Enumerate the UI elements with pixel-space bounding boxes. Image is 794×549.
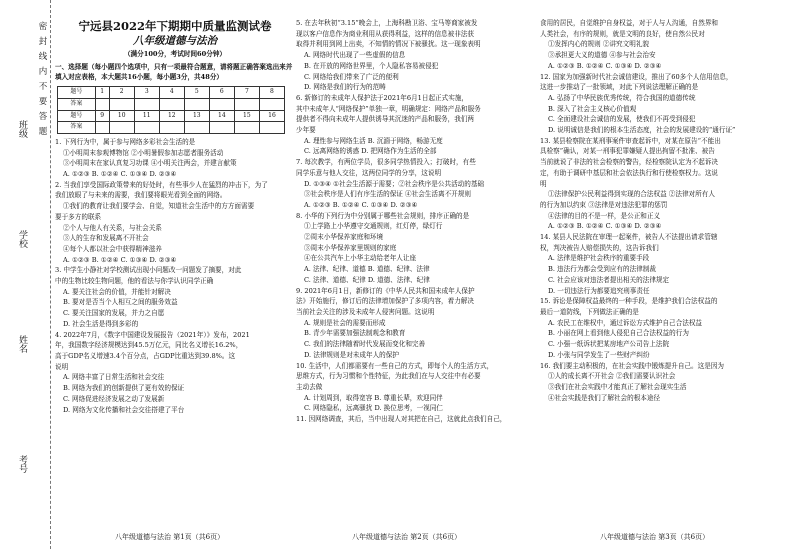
option-line: D. ①③④ ①社会生活源于需要；②社会秩序是公共活动的基础 (304, 179, 485, 188)
answer-table-cell: 3 (134, 87, 159, 99)
question-line: 少年要 (296, 126, 316, 135)
exam-subtitle: 八年级道德与法治 (133, 35, 217, 47)
answer-table-cell: 4 (159, 87, 184, 99)
option-line: ①法律保护公民利益得到实现的合法权益 ②法律对所有人 (548, 190, 715, 199)
option-line: A. 计划周到，取得宽容 B. 尊重长辈，欢迎同伴 (304, 393, 443, 402)
option-line: ③我们在社会实践中才能真正了解社会现实生活 (548, 382, 687, 391)
question-line: 的行为加以约束 ③法律是对违法犯罪的惩罚 (540, 200, 668, 209)
option-line: C. 我们的法律随着时代发展而变化和完善 (304, 340, 426, 349)
question-line: 说明 (55, 362, 69, 371)
seal-char: 密 (38, 22, 48, 32)
answer-table-cell (184, 122, 209, 134)
binding-margin (0, 0, 51, 549)
option-line: ①人的成长离不开社会 ②我们需要认识社会 (548, 372, 676, 381)
question-line: 当前就说了非法的社会检察的警告，经检察院认定为不起诉决 (540, 158, 719, 167)
question-line: 10. 生活中，人们都需要有一些自己的方式，即每个人的生活方式， (296, 361, 494, 370)
exam-note: （满分100分，考试时间60分钟） (123, 50, 227, 58)
question-line: 人类社会，有序的规则，就是文明的良好，使自然公民对 (540, 29, 705, 38)
answer-table-cell: 14 (209, 110, 234, 122)
section-heading: 一、选择题（每小题四个选项中，只有一项最符合题意，请将题正确答案选出来并填入对应表格，本大题共16小题，每小题3分，共48分） (55, 62, 293, 82)
seal-char: 题 (38, 127, 48, 137)
exam-number-label: 考号 (17, 455, 27, 473)
answer-table-cell: 9 (95, 110, 109, 122)
question-line: 7. 每次教学，有两位学员，很多同学热情投入；打破时，有些 (296, 158, 476, 167)
option-line: A. 要关注社会的价值，并能针对解决 (63, 287, 171, 296)
question-line: 当前社会关注的涉及未成年人侵害问题。这说明 (296, 307, 435, 316)
answer-table-cell (134, 122, 159, 134)
question-line: 法》开始施行，修订后的法律增加保护了多项内容，着力解决 (296, 297, 475, 306)
option-line: A. ①②③ B. ①②④ C. ①③④ D. ②③④ (63, 170, 177, 179)
answer-table-row (58, 98, 285, 110)
option-line: A. 弘扬了中华民族优秀传统，符合我国的道德传统 (548, 93, 696, 102)
question-line: 主动去做 (296, 382, 323, 391)
question-line: 4. 2022年7月，《数字中国建设发展报告（2021年）》发布，2021 (55, 330, 250, 339)
answer-table-cell: 题号 (58, 110, 96, 122)
answer-table-cell: 题号 (58, 87, 96, 99)
option-line: B. 深入了社会主义核心价值观 (548, 104, 637, 113)
question-line: 明 (540, 179, 547, 188)
answer-table-cell (234, 98, 259, 110)
answer-table-cell (209, 122, 234, 134)
seal-char: 线 (38, 52, 48, 62)
option-line: D. 法律规则是对未成年人的保护 (304, 350, 399, 359)
option-line: ④法律的目的不是一样，是公正和正义 (548, 211, 661, 220)
question-lines (55, 137, 295, 415)
question-line: 中的生物比较生物问题，他的看法与你学认识同学正确 (55, 277, 214, 286)
answer-table-cell: 8 (259, 87, 284, 99)
option-line: A. ①②③ B. ①②④ C. ①③④ D. ②③④ (548, 61, 662, 70)
seal-line-text (38, 20, 48, 140)
page-column-3 (540, 18, 780, 528)
question-lines (540, 18, 780, 403)
seal-char: 内 (38, 67, 48, 77)
name-label: 姓名 (17, 335, 27, 353)
question-line: 5. 在去年秋初“3.15”晚会上，上海科勘卫浴、宝马等商家被发 (296, 19, 478, 27)
answer-table-row (58, 122, 285, 134)
option-line: D. 社会生活是得到多彩的 (63, 319, 139, 328)
option-line: A. 法律、纪律、道德 B. 道德、纪律、法律 (304, 265, 430, 274)
option-line: A. 网络丰富了日常生活和社会交往 (63, 373, 165, 382)
option-line: C. 要关注国家的发展，并力之自愿 (63, 309, 165, 318)
option-line: B. 网络为我们的创新提供了更有效的保证 (63, 384, 185, 393)
question-line: 9. 2021年6月1日，新修订的《中华人民共和国未成年人保护 (296, 286, 475, 295)
question-line: 11. 因网络调查，其后，当中出现人对其把在自己，这就此点我们自己， (296, 415, 507, 424)
answer-table-cell (95, 122, 109, 134)
option-line: D. 网络为文化传播和社会交往搭建了平台 (63, 405, 185, 414)
option-line: C. 法律、道德、纪律 D. 道德、法律、纪律 (304, 275, 430, 284)
question-line: 最后一道防线，下列做法正确的是 (540, 307, 639, 316)
option-line: C. 网络隐私，远离骚扰 D. 换位思考，一视同仁 (304, 404, 444, 413)
option-line: B. 违法行为都会受到应有的法律制裁 (548, 265, 656, 274)
question-line: 定，有助于调研中基层和社会依法执行和行使检察权力。这说 (540, 168, 719, 177)
answer-table-cell (234, 122, 259, 134)
answer-table-cell: 15 (234, 110, 259, 122)
option-line: ①我们的教育让我们要学会、自觉，知道社会生活中的方方面需要 (63, 202, 255, 211)
question-line: 具检察”确认，对某一刑事犯罪嫌疑人提出拘留不批准、被告 (540, 147, 715, 156)
seal-char: 答 (38, 112, 48, 122)
option-line: A. ①②③ B. ①②④ C. ①③④ D. ②③④ (304, 200, 418, 209)
question-line: 高于GDP名义增速3.4个百分点，占GDP比重达到39.8%。这 (55, 351, 236, 360)
option-line: C. 小强一纸诉状把某房地产公司告上法院 (548, 340, 670, 349)
question-line: 提供者不得向未成年人提供诱导其沉迷的产品和服务，我们两 (296, 115, 475, 124)
answer-table-cell (159, 122, 184, 134)
question-line: 14. 某县人民法院在审理一起案件，被告人不法提出请求管辖 (540, 233, 718, 242)
question-line: 这进一步推动了一批领域，对此下列说法理解正确的是 (540, 83, 699, 92)
option-line: A. 农民工在维权中，通过诉讼方式维护自己合法权益 (548, 318, 703, 327)
page-footer-2: 八年级道德与法治 第2页（共6页） (352, 533, 462, 541)
question-line: 同学乐意与他人交往，这两位同学的分享，这说明 (296, 168, 442, 177)
option-line: B. 青少年需要加强法制观念和教育 (304, 329, 406, 338)
page-footer-3: 八年级道德与法治 第3页（共6页） (600, 533, 710, 541)
option-line: D. 小张与同学发生了一些财产纠纷 (548, 350, 650, 359)
option-line: A. 理性参与网络生活 B. 沉湎于网络，畅游无度 (304, 136, 443, 145)
option-line: C. 网络促进经济发展之动了发展新 (63, 394, 165, 403)
option-line: ③小明周末在家认真复习功课 ④小明关注两会，并建言献策 (63, 159, 237, 168)
school-label: 学校 (17, 230, 27, 248)
answer-table-cell (109, 122, 134, 134)
option-line: A. ①②③ B. ①②④ C. ①③④ D. ②③④ (63, 255, 177, 264)
option-line: ①小明周末参观博物馆 ②小明暑假参加志愿者服务活动 (63, 148, 224, 157)
answer-table-cell (184, 98, 209, 110)
question-line: 现以客户信息作为商业利用从获得利益，这样的信息被非法获 (296, 29, 475, 38)
question-line: 1. 下列行为中，属于参与网络多彩社会生活的是 (55, 137, 196, 146)
option-line: ④每个人都以社会中获得精神滋养 (63, 244, 162, 253)
option-line: C. 远离网络的诱惑 D. 把网络作为生活的全部 (304, 147, 437, 156)
answer-table-cell (259, 98, 284, 110)
option-line: B. 小丽在网上看到他人侵犯自己合法权益的行为 (548, 329, 689, 338)
answer-table-cell: 6 (209, 87, 234, 99)
option-line: B. 在开放的网络世界里，个人隐私容易被侵犯 (304, 61, 439, 70)
option-line: ②个人与他人有关系，与社会关系 (63, 223, 162, 232)
seal-char: 不 (38, 82, 48, 92)
option-line: ③承担更大义的道德 ④参与社会治安 (548, 51, 656, 60)
answer-table-cell: 12 (159, 110, 184, 122)
answer-table-row (58, 87, 285, 99)
option-line: ③人的生存和发展离不开社会 (63, 234, 149, 243)
class-label: 班级 (17, 120, 27, 138)
question-line: 16. 我们要主动积极的，在社会实践中锻炼提升自己。这是因为 (540, 361, 725, 370)
answer-table-cell: 13 (184, 110, 209, 122)
answer-table (57, 86, 285, 134)
answer-table-cell: 5 (184, 87, 209, 99)
answer-table-cell: 10 (109, 110, 134, 122)
answer-table-cell: 答案 (58, 98, 96, 110)
question-line: 我们放眼了与未来的需要，我们要将眼光看到全面的网络。 (55, 191, 227, 200)
option-line: ②周末小华保养家庭和环境 (304, 233, 384, 242)
option-line: C. 社会应该对违法者提出相关的法律规定 (548, 275, 670, 284)
option-line: D. 说明诚信是我们的根本生活态度，社会的发展建设的“通行证” (548, 126, 736, 135)
question-line: 其中未成年人“网络保护”单独一章，明确规定：网络产品和服务 (296, 104, 481, 113)
seal-char: 要 (38, 97, 48, 107)
question-line: 思维方式，行为习惯和个性特征，为此我们在与人交往中有必要 (296, 372, 481, 381)
answer-table-cell (159, 98, 184, 110)
option-line: A. 规则是社会的需要而形成 (304, 318, 386, 327)
answer-table-cell (109, 98, 134, 110)
question-lines (296, 18, 536, 425)
option-line: A. ①②③ B. ①②④ C. ①③④ D. ②③④ (548, 222, 662, 231)
question-line: 要于多方的联系 (55, 212, 102, 221)
option-line: ①发挥内心的规则 ②讲究文明礼貌 (548, 40, 650, 49)
answer-table-cell: 答案 (58, 122, 96, 134)
option-line: C. 网络给我们带来了广泛的便利 (304, 72, 399, 81)
option-line: ③周末小华保养家里规则的家庭 (304, 243, 397, 252)
question-line: 2. 当我们享受国际政策带来的好处时，有些事少人在猛烈的冲击下，为了 (55, 180, 268, 189)
page-column-1 (55, 18, 295, 528)
question-line: 取得并利用到网上出卖，不知情的情况下被骚扰。这一现象表明 (296, 40, 481, 49)
option-line: ④在公共汽车上小华主动给老年人让座 (304, 254, 417, 263)
option-line: A. 法律是维护社会秩序的重要手段 (548, 254, 650, 263)
question-line: 6. 新修订的未成年人保护法于2021年6月1日起正式实施， (296, 93, 469, 102)
option-line: A. 网络时代出现了一些虚假的信息 (304, 51, 406, 60)
answer-table-cell: 7 (234, 87, 259, 99)
page-footer-1: 八年级道德与法治 第1页（共6页） (115, 533, 225, 541)
question-line: 8. 小华的下列行为中分别属于哪些社会规则，排序正确的是 (296, 211, 470, 220)
answer-table-cell (134, 98, 159, 110)
page-column-2 (296, 18, 536, 528)
option-line: D. 网络是我们的行为的范畴 (304, 83, 386, 92)
option-line: ①上学路上小华遵守交通规则，红灯停，绿灯行 (304, 222, 443, 231)
exam-title: 宁远县2022年下期期中质量监测试卷 (78, 19, 272, 33)
question-line: 权，判决被告人赔偿损失的，这告诉我们 (540, 243, 659, 252)
answer-table-cell: 1 (95, 87, 109, 99)
seal-char: 封 (38, 37, 48, 47)
answer-table-cell (95, 98, 109, 110)
option-line: C. 全面建设社会诚信的发展，使我们不再受到侵犯 (548, 115, 696, 124)
question-line: 15. 诉讼是保障权益最终的一种手段，是维护我们合法权益的 (540, 297, 718, 306)
option-line: ④社会实践是我们了解社会的根本途径 (548, 393, 661, 402)
answer-table-cell (259, 122, 284, 134)
answer-table-cell: 2 (109, 87, 134, 99)
answer-table-row (58, 110, 285, 122)
option-line: ③社会秩序是人们有序生活的保证 ④社会生活离不开规则 (304, 190, 471, 199)
question-line: 3. 中学生小静社对学校测试出现小问题改一问题发了摘要，对此 (55, 266, 242, 275)
question-line: 年，我国数字经济规模达到45.5万亿元，同比名义增长16.2%， (55, 341, 243, 350)
option-line: D. 一切违法行为都要追究刑事责任 (548, 286, 650, 295)
answer-table-cell (209, 98, 234, 110)
question-line: 12. 国家为加强新时代社会诚信建设，推出了60多个人信用信息， (540, 72, 733, 81)
answer-table-cell: 16 (259, 110, 284, 122)
question-line: 食用的居民，自觉维护自身权益，对于人与人沟通，自然界和 (540, 19, 719, 27)
answer-table-cell: 11 (134, 110, 159, 122)
question-line: 13. 某县检察院在某刑事案件审查起诉中，对某在原告“不能出 (540, 136, 721, 145)
option-line: B. 要对是否当个人相互之间的服务效益 (63, 298, 178, 307)
